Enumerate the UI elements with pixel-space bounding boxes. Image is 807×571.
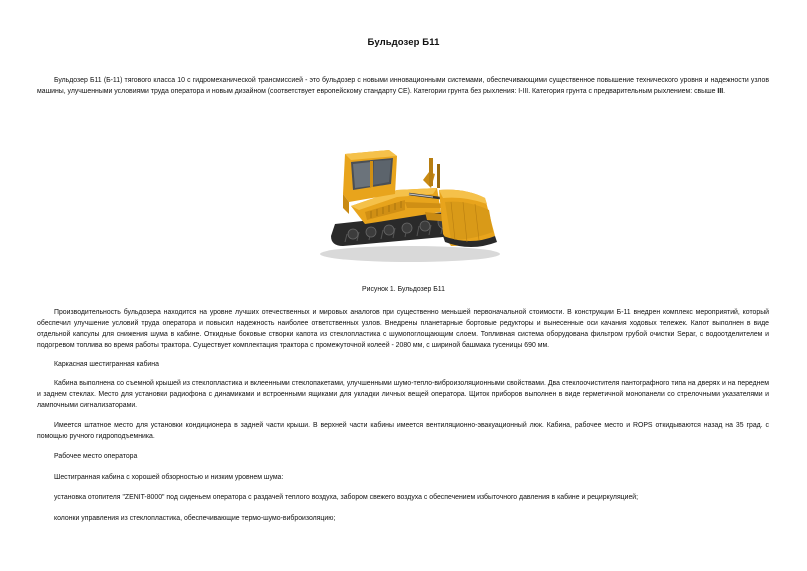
page-title: Бульдозер Б11 xyxy=(367,37,440,48)
intro-bold-category: III xyxy=(717,88,724,95)
bulldozer-figure xyxy=(305,142,505,268)
figure-caption: Рисунок 1. Бульдозер Б11 xyxy=(362,286,445,293)
list-item-heater: установка отопителя "ZENIT-8000" под сиденьем оператора с раздачей теплого воздуха, забором свежего воздуха с обеспечением избыточного давления в кабине и рециркуляцией; xyxy=(54,494,639,501)
heading-operator-place: Рабочее место оператора xyxy=(54,453,138,460)
intro-end: . xyxy=(723,88,726,95)
intro-text: Бульдозер Б11 (Б-11) тягового класса 10 с гидромеханической трансмиссией - это бульдозер с новыми инновационными системами, обеспечивающими существенное повышение технического уровня и надежности узлов машины, улучшенными условиями труда оператора и новым дизайном (соответствует европейскому стандарту CE). Категории грунта без рыхления: I-III. Категория грунта с предварительным рыхлением: свыше xyxy=(37,77,769,95)
list-item-columns: колонки управления из стеклопластика, обеспечивающие термо-шумо-виброизоляцию; xyxy=(54,515,336,522)
heading-cab: Каркасная шестигранная кабина xyxy=(54,361,159,368)
paragraph-cab: Кабина выполнена со съемной крышей из стеклопластика и вклеенными стеклопакетами, улучшенными шумо-тепло-виброизоляционными свойствами. Два стеклоочистителя пантографного типа на дверях и на переднем и заднем стеклах. Место для установки радиофона с динамиками и встроенными ящиками для укладки личных вещей оператора. Щиток приборов выполнен в виде герметичной монопанели со стрелочными указателями и лампочными сигнализаторами. xyxy=(37,380,769,409)
paragraph-productivity: Производительность бульдозера находится на уровне лучших отечественных и мировых аналогов при существенно меньшей первоначальной стоимости. В конструкции Б-11 внедрен комплекс мероприятий, который обеспечил улучшение условий труда оператора и повысил надежность наиболее ответственных узлов. Внедрены планетарные бортовые редукторы и вынесенные оси качания ходовых тележек. Капот выполнен в виде отдельной капсулы для снижения шума в кабине. Откидные боковые створки капота из стеклопластика с шумопоглощающим слоем. Топливная система оборудована фильтром грубой очистки Separ, с водоотделителем и подогревом топлива во время работы трактора. Существует комплектация трактора с промежуточной колеей - 2080 мм, с шириной башмака гусеницы 690 мм. xyxy=(37,309,769,349)
intro-paragraph xyxy=(37,75,769,97)
bulldozer-illustration xyxy=(305,142,505,268)
paragraph-hex-cab: Шестигранная кабина с хорошей обзорностью и низким уровнем шума: xyxy=(54,474,284,481)
paragraph-conditioner: Имеется штатное место для установки кондиционера в задней части крыши. В верхней части кабины имеется вентиляционно-эвакуационный люк. Кабина, рабочее место и ROPS откидываются назад на 35 град. с помощью ручного гидроподъемника. xyxy=(37,422,769,440)
